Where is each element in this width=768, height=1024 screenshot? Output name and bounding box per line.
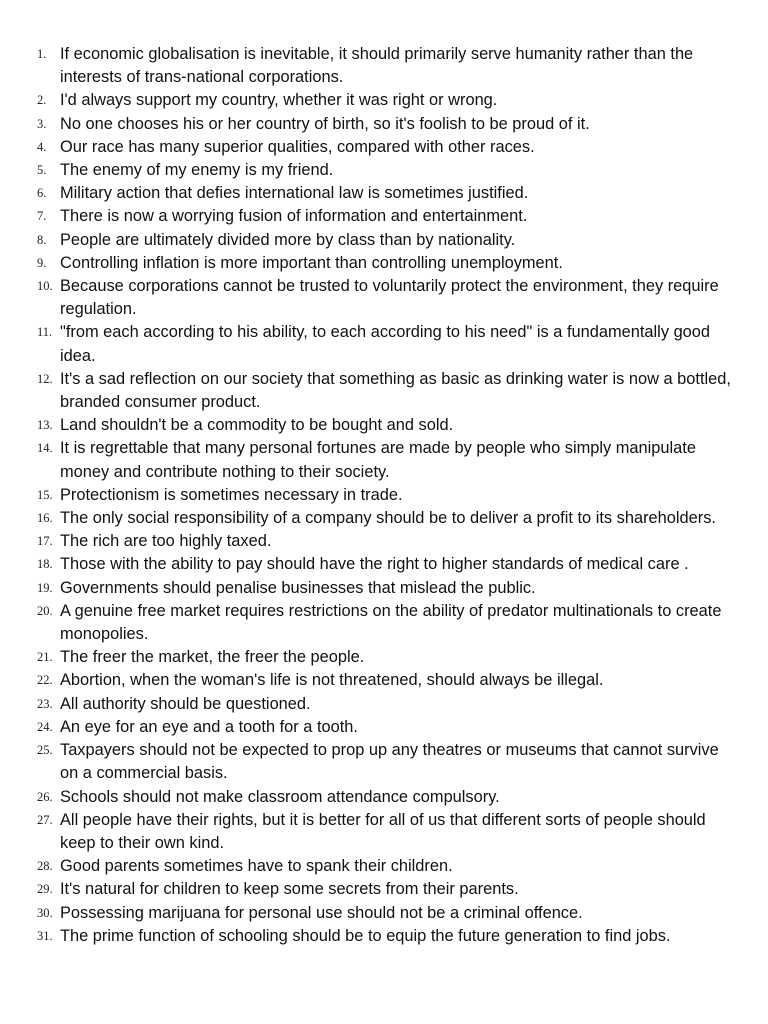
list-item [0, 902, 768, 925]
item-number: 31. [37, 928, 53, 943]
list-item [0, 507, 768, 530]
item-number: 26. [37, 789, 53, 804]
list-item [0, 159, 768, 182]
item-number: 23. [37, 696, 53, 711]
list-item [0, 205, 768, 228]
item-number: 27. [37, 812, 53, 827]
list-item [0, 89, 768, 112]
item-number: 11. [37, 325, 53, 340]
list-item [0, 809, 768, 855]
item-text: A genuine free market requires restrictions on the ability of predator multinationals to create monopolies. [60, 601, 722, 644]
list-item [0, 368, 768, 414]
item-text: The rich are too highly taxed. [60, 532, 272, 551]
item-number: 9. [37, 255, 47, 270]
list-item [0, 321, 768, 367]
list-item [0, 925, 768, 948]
item-number: 16. [37, 511, 53, 526]
list-item [0, 275, 768, 321]
item-text: All people have their rights, but it is better for all of us that different sorts of people should keep to their own kind. [60, 810, 706, 852]
item-number: 20. [37, 603, 53, 618]
item-text: It is regrettable that many personal fortunes are made by people who simply manipulate money and contribute nothing to their society. [60, 439, 696, 481]
item-text: Those with the ability to pay should have the right to higher standards of medical care . [60, 555, 689, 574]
item-number: 21. [37, 650, 53, 665]
item-text: The freer the market, the freer the people. [60, 648, 365, 667]
item-number: 4. [37, 139, 47, 154]
item-number: 14. [37, 441, 53, 456]
item-text: Taxpayers should not be expected to prop up any theatres or museums that cannot survive on a commercial basis. [60, 741, 719, 783]
item-text: Possessing marijuana for personal use should not be a criminal offence. [60, 903, 583, 922]
item-text: The only social responsibility of a company should be to deliver a profit to its shareholders. [60, 509, 716, 528]
list-item [0, 437, 768, 483]
list-item [0, 553, 768, 576]
item-number: 22. [37, 673, 53, 688]
list-item [0, 414, 768, 437]
item-number: 1. [37, 47, 47, 61]
item-number: 6. [37, 186, 47, 201]
list-item [0, 786, 768, 809]
item-number: 7. [37, 209, 47, 224]
item-text: Schools should not make classroom attendance compulsory. [60, 787, 500, 806]
list-item [0, 136, 768, 159]
item-number: 19. [37, 580, 53, 595]
list-item [0, 252, 768, 275]
item-number: 29. [37, 882, 53, 897]
item-text: There is now a worrying fusion of information and entertainment. [60, 207, 528, 226]
list-item [0, 646, 768, 669]
item-number: 17. [37, 534, 53, 549]
list-item [0, 229, 768, 252]
list-item [0, 577, 768, 600]
list-item [0, 113, 768, 136]
item-text: "from each according to his ability, to each according to his need" is a fundamentally good idea. [60, 323, 711, 365]
item-text: All authority should be questioned. [60, 694, 311, 713]
item-text: An eye for an eye and a tooth for a tooth. [60, 717, 358, 736]
item-text: The prime function of schooling should be to equip the future generation to find jobs. [60, 926, 671, 945]
list-item [0, 669, 768, 692]
list-item [0, 530, 768, 553]
item-text: Protectionism is sometimes necessary in trade. [60, 485, 403, 504]
item-number: 15. [37, 487, 53, 502]
item-text: Our race has many superior qualities, compared with other races. [60, 137, 535, 156]
item-text: It's natural for children to keep some secrets from their parents. [60, 880, 519, 899]
list-item [0, 484, 768, 507]
document-page [0, 43, 768, 948]
list-item [0, 716, 768, 739]
item-number: 13. [37, 418, 53, 433]
item-number: 24. [37, 719, 53, 734]
item-number: 5. [37, 163, 47, 178]
item-number: 10. [37, 279, 53, 294]
item-number: 25. [37, 743, 53, 758]
item-number: 18. [37, 557, 53, 572]
list-item [0, 739, 768, 785]
item-text: It's a sad reflection on our society that something as basic as drinking water is now a bottled, branded consumer product. [60, 369, 731, 412]
item-text: Controlling inflation is more important than controlling unemployment. [60, 253, 563, 272]
item-text: Land shouldn't be a commodity to be bought and sold. [60, 416, 454, 435]
list-item [0, 855, 768, 878]
item-text: Because corporations cannot be trusted to voluntarily protect the environment, they require regulation. [60, 277, 719, 319]
item-text: No one chooses his or her country of birth, so it's foolish to be proud of it. [60, 114, 590, 133]
item-number: 2. [37, 93, 47, 108]
item-number: 12. [37, 371, 53, 386]
item-text: If economic globalisation is inevitable, it should primarily serve humanity rather than the interests of trans-national corporations. [60, 45, 694, 87]
item-text: People are ultimately divided more by class than by nationality. [60, 230, 516, 249]
list-item [0, 182, 768, 205]
list-item [0, 43, 768, 89]
item-text: Good parents sometimes have to spank their children. [60, 857, 453, 876]
item-number: 28. [37, 859, 53, 874]
item-number: 8. [37, 232, 47, 247]
item-text: I'd always support my country, whether it was right or wrong. [60, 91, 498, 110]
list-item [0, 693, 768, 716]
item-number: 30. [37, 905, 53, 920]
item-text: Governments should penalise businesses that mislead the public. [60, 578, 536, 597]
item-text: The enemy of my enemy is my friend. [60, 161, 334, 180]
statement-list [0, 43, 768, 948]
list-item [0, 600, 768, 646]
item-number: 3. [37, 116, 47, 131]
item-text: Abortion, when the woman's life is not threatened, should always be illegal. [60, 671, 604, 690]
list-item [0, 878, 768, 901]
item-text: Military action that defies international law is sometimes justified. [60, 184, 529, 203]
